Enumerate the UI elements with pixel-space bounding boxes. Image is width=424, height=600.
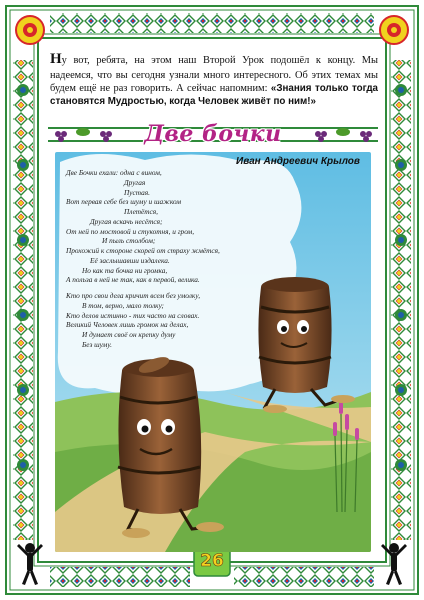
poem-line: И думает своё он крепку думу: [82, 330, 176, 340]
sun-ornament-icon: [16, 16, 44, 44]
poem-text: [66, 168, 256, 350]
poem-line: Прохожий к стороне скорей от страху жмётся,: [66, 246, 220, 256]
poem-line: Другая вскачь несётся;: [90, 216, 163, 226]
poem-line: И пыль столбом;: [102, 236, 156, 246]
human-figure-icon: [17, 543, 43, 585]
author-name: Иван Андреевич Крылов: [236, 156, 360, 167]
human-figure-icon: [381, 543, 407, 585]
poem-line: Другая: [124, 177, 146, 187]
intro-paragraph: [50, 50, 378, 108]
intro-text: у вот, ребята, на этом наш Второй Урок подошёл к концу. Мы надеемся, что вы сегодня узнали много интересного. Об этих темах мы будем ещё не раз говорить. А сейчас напомним:: [50, 55, 378, 94]
drop-letter: Н: [50, 51, 62, 67]
poem-line: А польза в ней не так, как в первой, велика.: [66, 275, 200, 285]
page-title: Две бочки: [144, 121, 282, 147]
poem-line: Великий Человек лишь громок на делах,: [66, 320, 189, 330]
poem-line: Но как та бочка ни громка,: [82, 265, 168, 275]
poem-line: Кто делов истинно - тих часто на словах.: [66, 310, 200, 320]
poem-line: Плетётся,: [124, 207, 159, 217]
poem-line: Две Бочки ехали: одна с вином,: [66, 168, 162, 177]
poem-line: Без шуму.: [82, 340, 112, 350]
poem-line: В том, верно, мало толку;: [82, 300, 164, 310]
poem-line: Вот первая себе без шуму и шажком: [66, 197, 182, 207]
poem-line: Пустая.: [124, 187, 150, 197]
poem-line: Кто про свои дела кричит всем без умолку,: [66, 291, 201, 301]
title-banner: [48, 121, 378, 147]
poem-line: От ней по мостовой и стукотня, и гром,: [66, 226, 195, 236]
sun-ornament-icon: [380, 16, 408, 44]
page-number: 26: [200, 551, 224, 571]
intro-quote: «Знания только тогда становятся Мудростью, когда Человек живёт по ним!»: [50, 82, 378, 107]
poem-line: Её заслышавши издалека.: [90, 255, 170, 265]
